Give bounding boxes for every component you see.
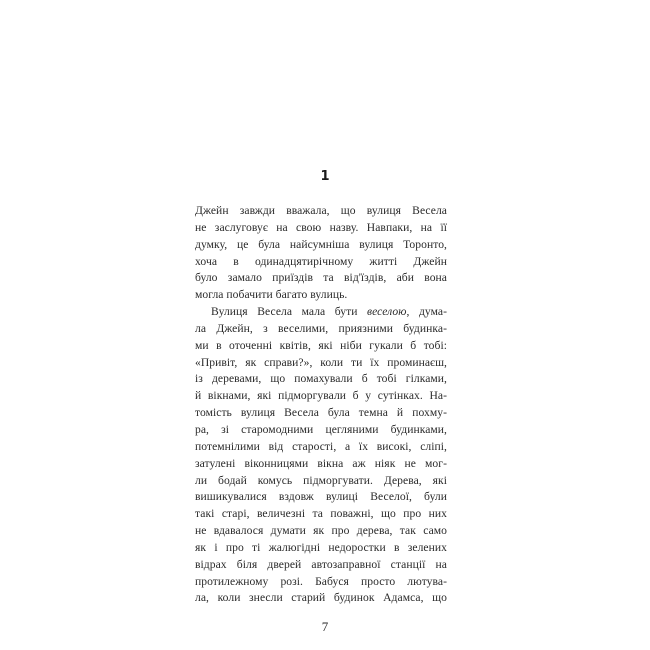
text-line: Джейн завжди вважала, що вулиця Весела	[195, 204, 447, 217]
text-run: , дума-	[406, 305, 447, 319]
text-line: «Привіт, як справи?», коли ти їх проминаєш,	[195, 355, 447, 369]
text-line: як і про ті жалюгідні недоростки в зелених	[195, 540, 447, 554]
text-line: томість вулиця Весела була темна й похму-	[195, 406, 447, 420]
text-line: затулені віконницями вікна аж ніяк не мог-	[195, 456, 447, 470]
text-line: із деревами, що помахували б тобі гілками,	[195, 372, 447, 386]
text-line: не вдавалося думати як про дерева, так само	[195, 524, 447, 538]
text-line: такі старі, величезні та поважні, що про них	[195, 507, 447, 521]
text-line: ми в оточенні квітів, які ніби гукали б тобі:	[195, 338, 447, 352]
text-line: ра, зі старомодними цегляними будинками,	[195, 422, 447, 436]
text-line: могла побачити багато вулиць.	[195, 288, 348, 302]
body-text	[195, 203, 447, 607]
text-line: вишикувалися вздовж вулиці Веселої, були	[195, 490, 447, 504]
italic-emphasis: веселою	[367, 305, 407, 319]
text-line: не заслуговує на свою назву. Навпаки, на її	[195, 220, 447, 234]
text-line: хоча в одинадцятирічному житті Джейн	[195, 254, 447, 268]
text-line: було замало приїздів та від'їздів, аби вона	[195, 271, 447, 285]
text-run: Вулиця Весела мала бути	[211, 305, 368, 319]
text-line: відрах біля дверей автозаправної станції на	[195, 557, 447, 571]
text-line: думку, це була найсумніша вулиця Торонто,	[195, 237, 447, 251]
text-line: й вікнами, які підморгували б у сутінках. На-	[195, 389, 447, 403]
text-line: протилежному розі. Бабуся просто лютува-	[195, 574, 447, 588]
text-line: ла Джейн, з веселими, приязними будинка-	[195, 321, 447, 335]
text-line-paragraph-start	[195, 304, 447, 321]
chapter-number: 1	[320, 169, 330, 184]
text-line: потемнілими від старості, а їх високі, сліпі,	[195, 439, 447, 453]
page-number: 7	[321, 619, 329, 634]
text-line: ла, коли знесли старий будинок Адамса, що	[195, 591, 447, 605]
text-line: ли бодай комусь підморгувати. Дерева, які	[195, 473, 447, 487]
